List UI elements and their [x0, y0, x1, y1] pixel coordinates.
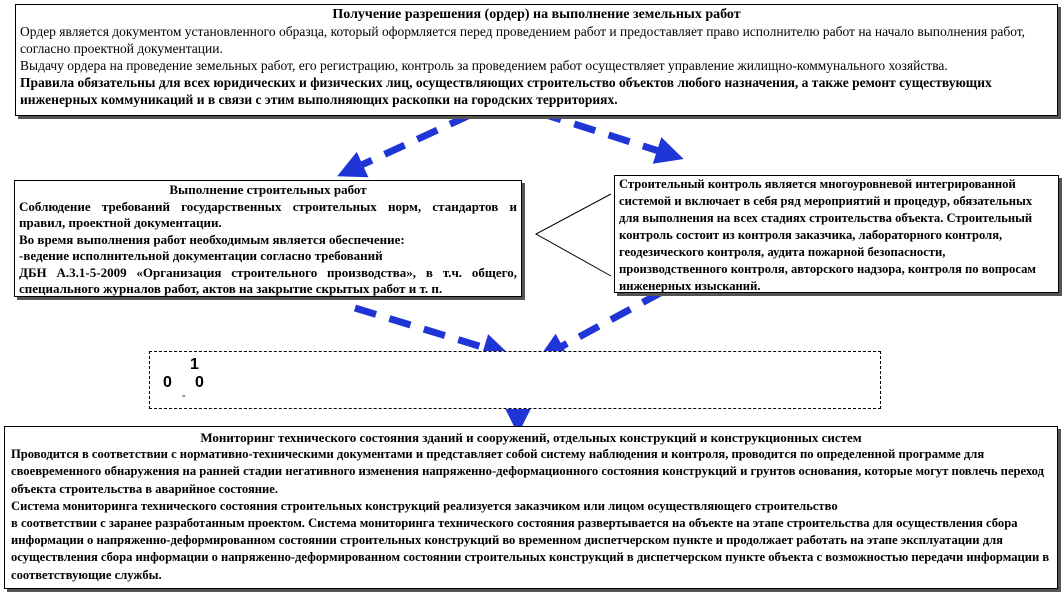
hollow-arrow-right-to-left [536, 194, 611, 276]
construction-works-title: Выполнение строительных работ [169, 182, 367, 197]
order-permit-text-1: Ордер является документом установленного образца, который оформляется перед проведением работ и предоставляет право исполнителю работ на начало выполнения работ, согласно проектной документации. [20, 24, 1026, 56]
order-permit-title: Получение разрешения (ордер) на выполнение земельных работ [332, 7, 741, 22]
arrow-right-to-mid [555, 292, 662, 350]
order-permit-box [15, 4, 1058, 116]
placeholder-box [149, 351, 881, 409]
construction-works-text-4: ДБН А.3.1-5-2009 «Организация строительного производства», в т.ч. общего, специального журналов работ, актов на закрытие скрытых работ и т. п. [19, 264, 517, 296]
construction-works-text-2: Во время выполнения работ необходимым является обеспечение: [19, 231, 405, 247]
construction-works-box [14, 180, 522, 297]
construction-works-text-1: Соблюдение требований государственных строительных норм, стандартов и правил, проектной документации. [19, 198, 517, 230]
mid-dash: - [182, 390, 186, 402]
monitoring-text-3: в соответствии с заранее разработанным проектом. Система мониторинга технического состояния развертывается на объекте на этапе строительства для осуществления сбора информации о напряженно-деформированном состоянии строительных конструкций во временном диспетчерском пункте и продолжает работать на этапе эксплуатации для осуществления сбора информации о напряженно-деформированном состоянии строительных конструкций в диспетчерском пункте объекта с возможностью передачи информации в соответствующие службы. [11, 516, 1050, 582]
order-permit-text-2: Выдачу ордера на проведение земельных работ, его регистрацию, контроль за проведением работ осуществляет управление жилищно-коммунального хозяйства. [20, 58, 948, 73]
monitoring-box [4, 426, 1058, 589]
mid-value-1: 1 [190, 356, 199, 373]
construction-works-text-3: -ведение исполнительной документации согласно требований [19, 248, 383, 263]
monitoring-title: Мониторинг технического состояния зданий и сооружений, отдельных конструкций и конструкционных систем [200, 430, 862, 445]
monitoring-text-2: Система мониторинга технического состояния строительных конструкций реализуется заказчиком или лицом осуществляющего строительство [11, 498, 838, 513]
order-permit-text-3: Правила обязательны для всех юридических и физических лиц, осуществляющих строительство объектов любого назначения, а также ремонт существующих инженерных коммуникаций и в связи с этим выполняющих раскопки на городских территориях. [20, 75, 992, 107]
arrow-top-to-left [355, 115, 470, 168]
construction-control-box [614, 175, 1059, 293]
mid-value-2: 0 [163, 374, 172, 391]
construction-control-text: Строительный контроль является многоуровневой интегрированной системой и включает в себя ряд мероприятий и процедур, обязательных для выполнения на всех стадиях строительства объекта. Строительный контроль состоит из контроля заказчика, лабораторного контроля, геодезического контроля, аудита пожарной безопасности, производственного контроля, авторского надзора, контроля по вопросам инженерных изысканий. [619, 177, 1036, 293]
mid-value-3: 0 [195, 374, 204, 391]
monitoring-text-1: Проводится в соответствии с нормативно-техническими документами и представляет собой систему наблюдения и контроля, проводится по определенной программе для своевременного обнаружения на ранней стадии негативного изменения напряженно-деформационного состояния конструкций и грунтов основания, которые могут повлечь переход объекта строительства в аварийное состояние. [11, 447, 1044, 496]
arrow-top-to-right [540, 113, 665, 153]
arrow-left-to-mid [355, 308, 492, 350]
